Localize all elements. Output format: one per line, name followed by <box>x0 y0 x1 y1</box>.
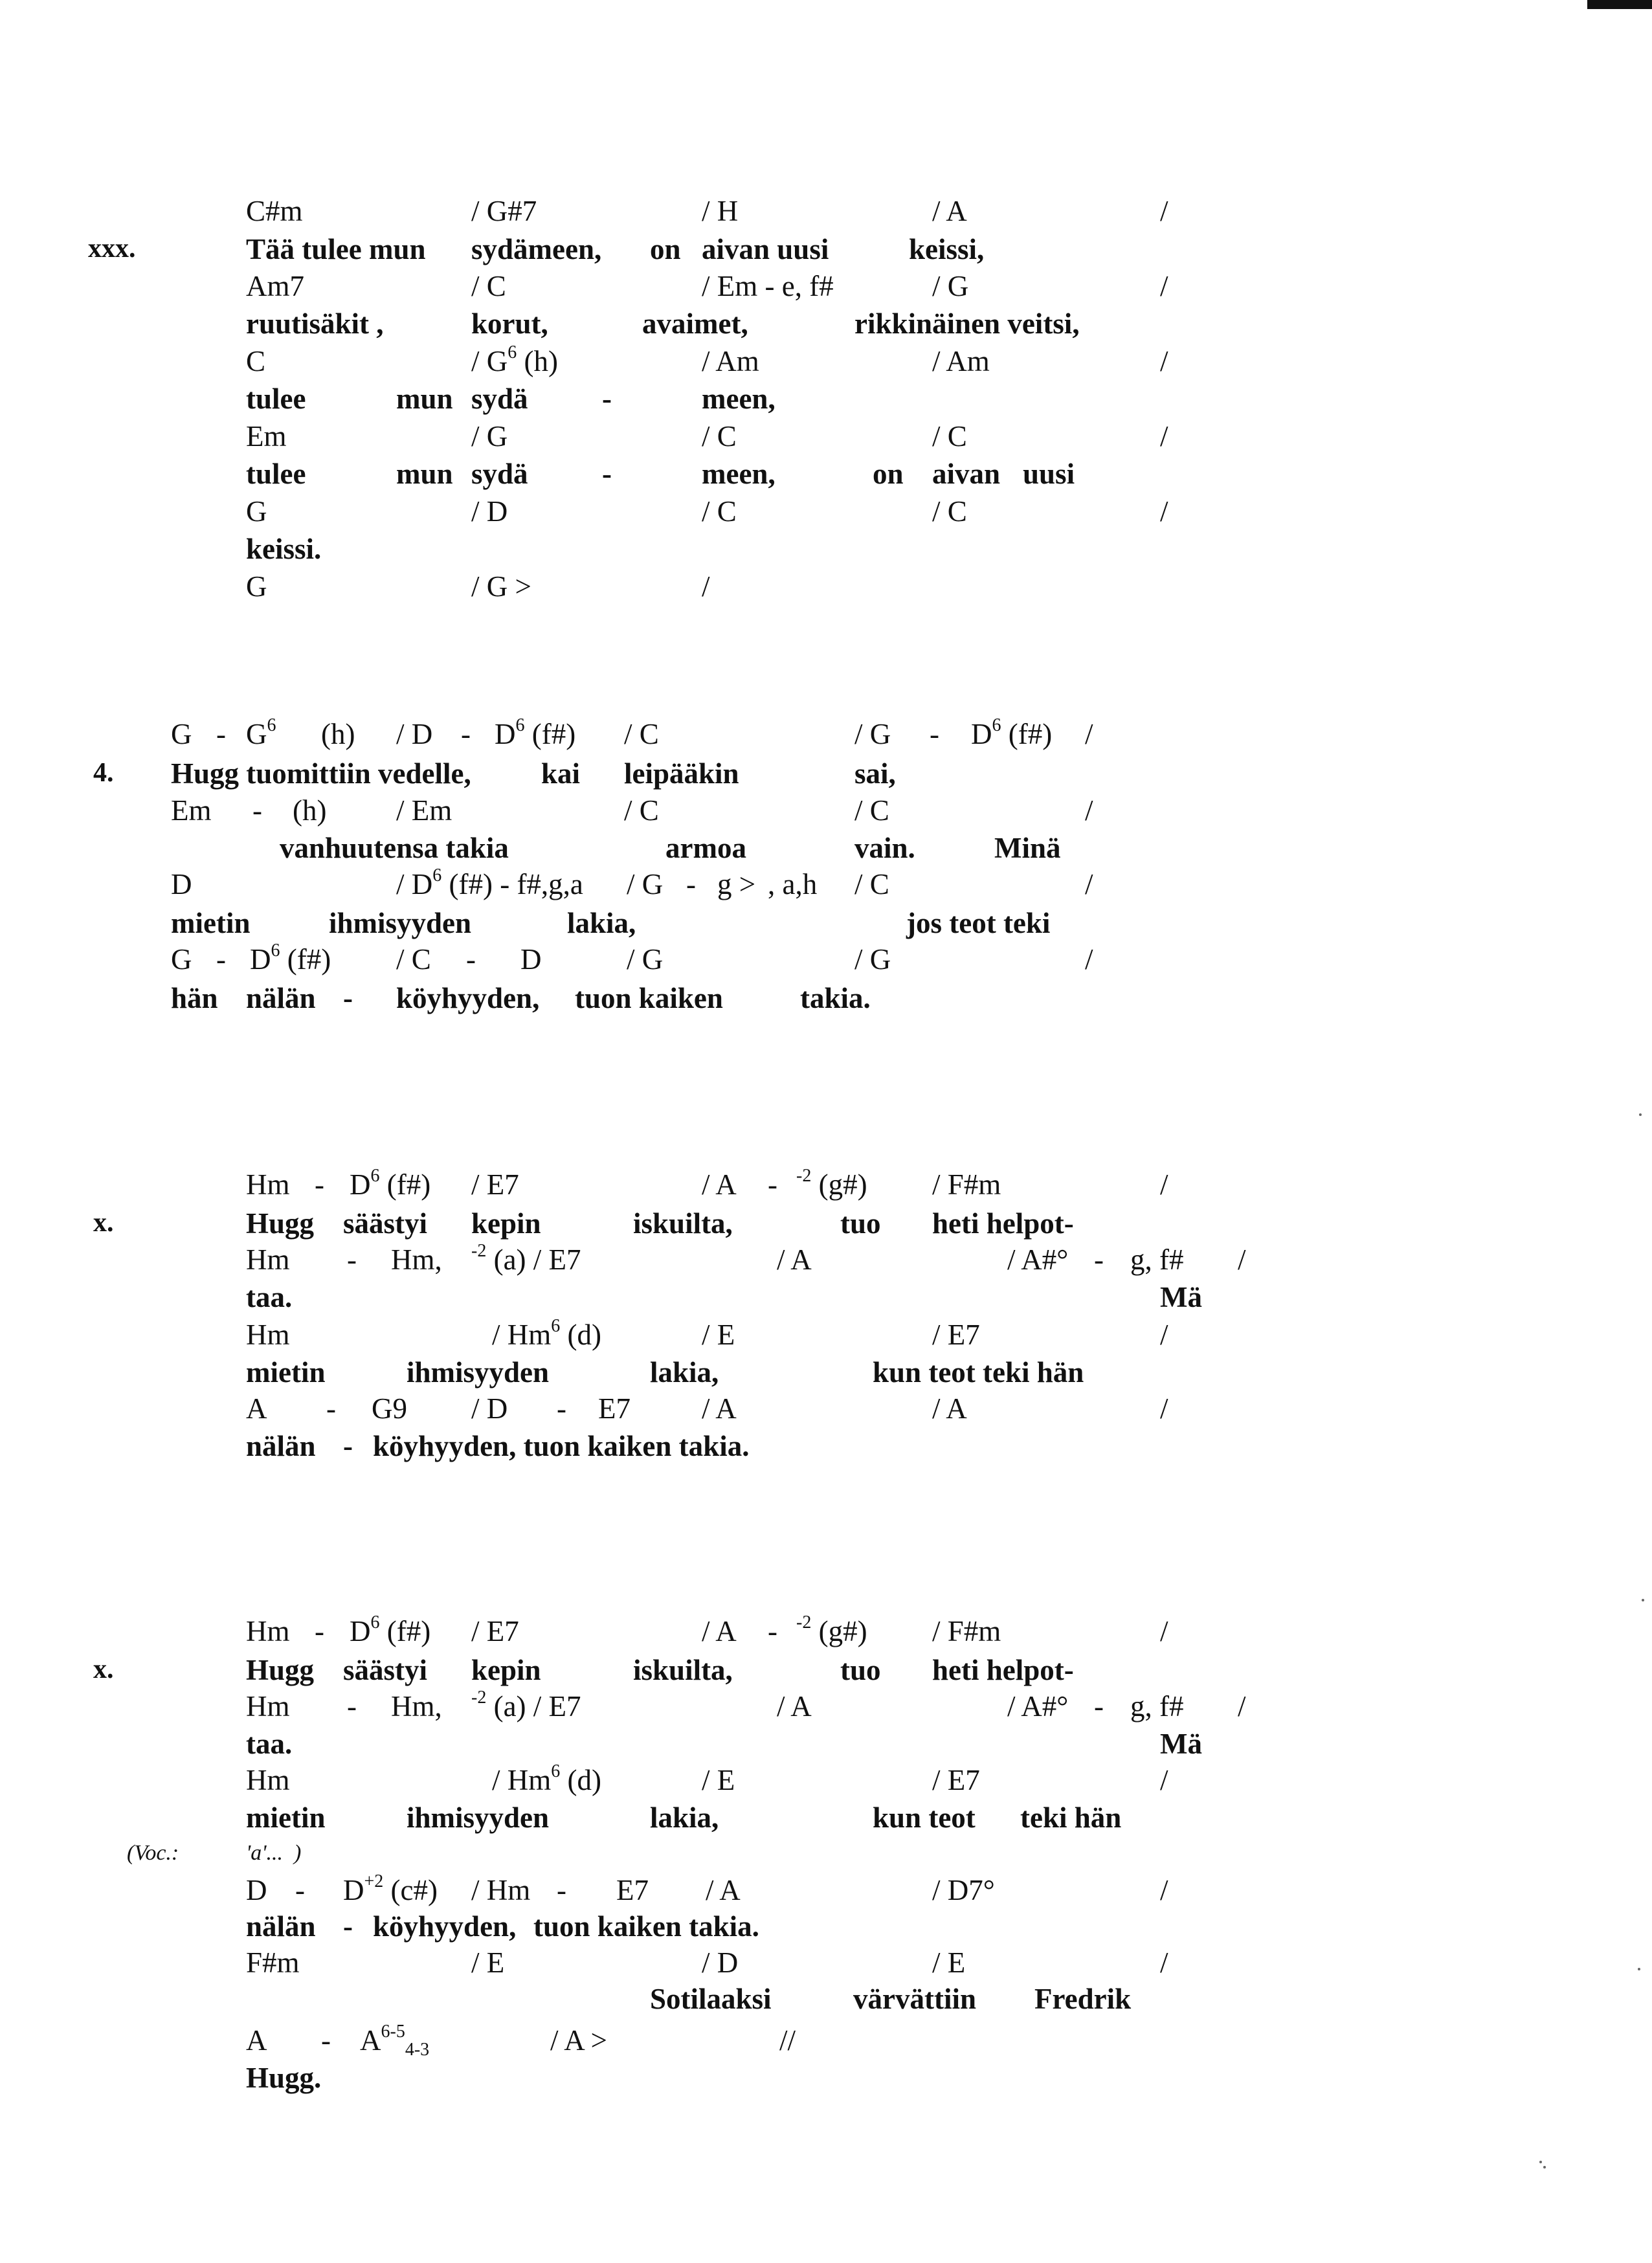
lyric: lakia, <box>650 1356 719 1388</box>
chord-dash: - <box>216 943 226 975</box>
lyric: Hugg <box>246 1207 315 1240</box>
bar-line: / <box>1160 345 1168 377</box>
chord-superscript: 6 <box>370 1166 380 1186</box>
lyric-hyphen: - <box>343 982 353 1014</box>
lyric: iskuilta, <box>633 1207 733 1240</box>
lyric: ihmisyyden <box>407 1356 550 1388</box>
chord: / C <box>932 495 967 528</box>
chord-dash: - <box>466 943 476 975</box>
chord-with-superscript <box>471 1688 581 1722</box>
bar-line: / <box>1160 1764 1168 1796</box>
chord: / C <box>854 868 889 900</box>
lyric: kepin <box>471 1654 541 1686</box>
chord-bass: (h) <box>293 794 327 827</box>
chord-bass: (g#) <box>811 1168 867 1201</box>
bar-line: / <box>1160 195 1168 227</box>
chord: / C <box>854 794 889 827</box>
lyric: iskuilta, <box>633 1654 733 1686</box>
chord-bass: (f#) <box>1001 718 1053 750</box>
lyric: mun <box>396 458 453 490</box>
lyric: tuon kaiken takia. <box>533 1910 759 1943</box>
chord: G9 <box>372 1392 407 1425</box>
lyric: taa. <box>246 1728 293 1760</box>
chord: / C <box>471 270 506 302</box>
lyric: sai, <box>854 757 896 790</box>
lyric-hyphen: - <box>602 383 612 415</box>
lyric: mietin <box>246 1801 326 1834</box>
chord: / A#° <box>1007 1690 1069 1722</box>
lyric: heti helpot- <box>932 1654 1074 1686</box>
lyric: ruutisäkit , <box>246 307 384 340</box>
chord-superscript: 6 <box>271 941 280 961</box>
lyric: rikkinäinen veitsi, <box>854 307 1080 340</box>
chord-with-superscript <box>796 1612 867 1647</box>
chord-dash: - <box>347 1690 357 1722</box>
chord-superscript: 6-5 <box>381 2022 405 2042</box>
chord: D <box>246 1874 267 1906</box>
lyric: köyhyyden, <box>373 1910 517 1943</box>
lyric: aivan uusi <box>702 233 829 265</box>
lyric: meen, <box>702 458 776 490</box>
chord-with-superscript <box>350 1612 431 1647</box>
lyric: tuon kaiken <box>575 982 723 1014</box>
lyric: lakia, <box>650 1801 719 1834</box>
lyric: lakia, <box>567 907 636 939</box>
lyric: Hugg. <box>246 2062 322 2094</box>
chord: / A > <box>550 2024 607 2057</box>
lyric: leipääkin <box>624 757 739 790</box>
lyric: meen, <box>702 383 776 415</box>
chord: A <box>246 1392 267 1425</box>
bar-line: / <box>1160 270 1168 302</box>
chord-dash: - <box>1094 1690 1104 1722</box>
bar-line: / <box>1160 1168 1168 1201</box>
chord: Hm <box>246 1243 290 1276</box>
chord-dash: - <box>315 1168 324 1201</box>
chord: / C <box>932 420 967 452</box>
chord-with-superscript <box>246 715 276 750</box>
chord-with-superscript <box>343 1871 438 1906</box>
chord-bass: (a) / E7 <box>486 1690 581 1722</box>
chord: / G > <box>471 570 531 603</box>
chord-superscript: 6 <box>370 1612 380 1633</box>
chord-with-superscript <box>492 1761 601 1796</box>
lyric-hyphen: - <box>343 1910 353 1943</box>
chord: Em <box>246 420 287 452</box>
lyric: heti helpot- <box>932 1207 1074 1240</box>
chord: G <box>171 943 192 975</box>
chord-superscript: 6 <box>432 865 442 886</box>
double-bar-line: // <box>779 2024 796 2057</box>
chord: G <box>171 718 192 750</box>
chord: / A#° <box>1007 1243 1069 1276</box>
lyric: kun teot <box>873 1801 976 1834</box>
chord: / C <box>702 495 737 528</box>
lyric: tuo <box>840 1654 881 1686</box>
chord: / E <box>702 1764 735 1796</box>
lyric: keissi. <box>246 533 322 565</box>
chord-dash: - <box>1094 1243 1104 1276</box>
lyric: vain. <box>854 832 915 864</box>
chord: / A <box>777 1690 812 1722</box>
chord: G <box>246 570 267 603</box>
chord: / E7 <box>932 1319 980 1351</box>
chord: D <box>343 1874 364 1906</box>
chord-superscript: -2 <box>471 1688 487 1708</box>
chord-bass: (d) <box>560 1764 601 1796</box>
chord-bass: (f#) <box>524 718 576 750</box>
lyric: korut, <box>471 307 548 340</box>
chord: C <box>246 345 266 377</box>
scan-speck <box>1639 1113 1642 1116</box>
scan-speck <box>1543 2166 1546 2168</box>
lyric: säästyi <box>343 1654 428 1686</box>
chord: Hm <box>246 1690 290 1722</box>
chord: g, f# <box>1130 1243 1184 1276</box>
lyric: Fredrik <box>1034 1983 1132 2015</box>
chord: / G <box>854 943 891 975</box>
chord: / D <box>471 1392 508 1425</box>
chord-bass: (f#) <box>280 943 331 975</box>
chord: / E7 <box>471 1615 519 1647</box>
bar-line: / <box>1160 1319 1168 1351</box>
chord: Hm <box>246 1615 290 1647</box>
chord-bass: (h) <box>321 718 355 750</box>
vocal-annotation-label: (Voc.: <box>127 1841 179 1865</box>
chord-bass: (c#) <box>383 1874 438 1906</box>
vocal-annotation-text: 'a'... ) <box>246 1841 302 1865</box>
lyric: on <box>650 233 681 265</box>
chord: Hm <box>246 1168 290 1201</box>
chord: / G <box>627 943 664 975</box>
lyric: keissi, <box>909 233 985 265</box>
chord: / E7 <box>932 1764 980 1796</box>
chord-bass: (g#) <box>811 1615 867 1647</box>
chord: / D <box>702 1946 739 1979</box>
lyric: aivan <box>932 458 1001 490</box>
chord: G <box>246 718 267 750</box>
lyric: Mä <box>1160 1281 1202 1313</box>
chord: D <box>495 718 516 750</box>
lyric: Tää tulee mun <box>246 233 426 265</box>
chord-bass: (f#) <box>379 1615 431 1647</box>
chord: / E <box>702 1319 735 1351</box>
chord: g, f# <box>1130 1690 1184 1722</box>
chord-with-superscript <box>350 1166 431 1201</box>
lyric-hyphen: - <box>602 458 612 490</box>
chord-dash: - <box>326 1392 336 1425</box>
chord-dash: - <box>321 2024 331 2057</box>
chord: / A <box>702 1615 737 1647</box>
chord: D <box>350 1168 371 1201</box>
lyric: kai <box>541 757 581 790</box>
chord-superscript: -2 <box>796 1612 812 1633</box>
chord: / G <box>854 718 891 750</box>
chord-dash: - <box>461 718 471 750</box>
chord: / G#7 <box>471 195 537 227</box>
scan-speck <box>1638 1968 1640 1970</box>
chord-bass: (f#) - f#,g,a <box>441 868 583 900</box>
lyric: nälän <box>246 1910 316 1943</box>
lyric: avaimet, <box>642 307 748 340</box>
chord: / Hm <box>492 1319 552 1351</box>
chord: / D <box>396 868 433 900</box>
scan-speck <box>1642 1599 1644 1601</box>
lyric: mun <box>396 383 453 415</box>
chord-bass: (a) / E7 <box>486 1243 581 1276</box>
lyric: tulee <box>246 383 306 415</box>
section-label: x. <box>93 1208 114 1238</box>
bar-line: / <box>1085 868 1093 900</box>
chord-dash: - <box>557 1392 566 1425</box>
lyric: ihmisyyden <box>329 907 472 939</box>
chord: D <box>520 943 542 975</box>
chord-bass: (h) <box>517 345 558 377</box>
chord-superscript: 6 <box>267 715 276 735</box>
chord: Em <box>171 794 212 827</box>
chord: / A <box>932 195 967 227</box>
chord-with-superscript <box>495 715 576 750</box>
lyric: mietin <box>171 907 251 939</box>
chord-dash: - <box>686 868 696 900</box>
chord-dash: - <box>216 718 226 750</box>
chord: Hm <box>246 1764 290 1796</box>
chord: / A <box>932 1392 967 1425</box>
chord: / G <box>932 270 969 302</box>
chord-with-superscript <box>396 865 583 900</box>
chord: E7 <box>598 1392 631 1425</box>
chord: / Hm <box>492 1764 552 1796</box>
chord: / C <box>702 420 737 452</box>
lyric: nälän <box>246 1430 316 1462</box>
chord: / F#m <box>932 1168 1001 1201</box>
chord: C#m <box>246 195 303 227</box>
lyric: Hugg <box>246 1654 315 1686</box>
section-label: x. <box>93 1655 114 1684</box>
chord: / D <box>471 495 508 528</box>
lyric: Hugg tuomittiin vedelle, <box>171 757 471 790</box>
chord: G <box>246 495 267 528</box>
bar-line: / <box>1238 1243 1246 1276</box>
chord: / H <box>702 195 739 227</box>
lyric: Minä <box>994 832 1061 864</box>
chord-dash: - <box>252 794 262 827</box>
lyric: takia. <box>800 982 871 1014</box>
lyric-hyphen: - <box>343 1430 353 1462</box>
chord-superscript: -2 <box>796 1166 812 1186</box>
chord: E7 <box>616 1874 649 1906</box>
chord: A <box>360 2024 381 2057</box>
chord: / A <box>702 1168 737 1201</box>
bar-line: / <box>1160 1392 1168 1425</box>
chord: / C <box>624 794 659 827</box>
chord: / D <box>396 718 433 750</box>
lyric: on <box>873 458 904 490</box>
chord: / E <box>471 1946 505 1979</box>
chord: / D7° <box>932 1874 995 1906</box>
scan-speck <box>1539 2161 1542 2163</box>
chord-with-superscript <box>471 1241 581 1276</box>
chord: / G <box>471 420 508 452</box>
chord: Am7 <box>246 270 304 302</box>
lyric: ihmisyyden <box>407 1801 550 1834</box>
bar-line: / <box>1160 495 1168 528</box>
chord-subscript: 4-3 <box>405 2040 430 2060</box>
chord: Hm <box>246 1319 290 1351</box>
chord-dash: - <box>557 1874 566 1906</box>
chord-with-superscript <box>471 342 558 377</box>
chord: / Em - e, f# <box>702 270 834 302</box>
lyric: värvättiin <box>853 1983 976 2015</box>
chord-with-superscript <box>971 715 1053 750</box>
lyric: armoa <box>665 832 746 864</box>
chord: D <box>350 1615 371 1647</box>
chord: / Em <box>396 794 452 827</box>
bar-line: / <box>1160 1946 1168 1979</box>
chord: / Am <box>932 345 990 377</box>
chord-with-superscript <box>360 2022 430 2060</box>
lyric: jos teot teki <box>906 907 1051 939</box>
bar-line: / <box>702 570 710 603</box>
chord-superscript: 6 <box>551 1761 561 1781</box>
chord: / G <box>627 868 664 900</box>
bar-line: / <box>1238 1690 1246 1722</box>
lyric: vanhuutensa takia <box>280 832 509 864</box>
chord: / F#m <box>932 1615 1001 1647</box>
chord: g > <box>717 868 756 900</box>
chord-superscript: 6 <box>992 715 1001 735</box>
lyric: tuo <box>840 1207 881 1240</box>
chord-superscript: -2 <box>471 1241 487 1261</box>
chord: / G <box>471 345 508 377</box>
lyric: uusi <box>1023 458 1075 490</box>
chord: / A <box>777 1243 812 1276</box>
chord-dash: - <box>768 1615 777 1647</box>
lyric: säästyi <box>343 1207 428 1240</box>
chord: / C <box>624 718 659 750</box>
bar-line: / <box>1085 718 1093 750</box>
chord-bass: (f#) <box>379 1168 431 1201</box>
lyric: köyhyyden, <box>396 982 540 1014</box>
lyric: sydä <box>471 458 528 490</box>
chord: D <box>971 718 992 750</box>
chord: / A <box>702 1392 737 1425</box>
bar-line: / <box>1160 420 1168 452</box>
chord: , a,h <box>768 868 818 900</box>
bar-line: / <box>1085 794 1093 827</box>
chord: / E <box>932 1946 966 1979</box>
chord: A <box>246 2024 267 2057</box>
chord-with-superscript <box>796 1166 867 1201</box>
corner-scan-mark <box>1587 0 1652 9</box>
chord-superscript: 6 <box>551 1316 561 1336</box>
lyric: Mä <box>1160 1728 1202 1760</box>
lyric: nälän <box>246 982 316 1014</box>
chord-with-superscript <box>250 941 331 975</box>
chord-dash: - <box>315 1615 324 1647</box>
lyric: sydä <box>471 383 528 415</box>
chord: F#m <box>246 1946 300 1979</box>
lyric: kun teot teki hän <box>873 1356 1084 1388</box>
chord: Hm, <box>391 1690 442 1722</box>
bar-line: / <box>1160 1874 1168 1906</box>
chord-dash: - <box>768 1168 777 1201</box>
chord-superscript: +2 <box>364 1871 384 1891</box>
chord-with-superscript <box>492 1316 601 1351</box>
lyric: Sotilaaksi <box>650 1983 772 2015</box>
chord-superscript: 6 <box>515 715 525 735</box>
bar-line: / <box>1085 943 1093 975</box>
chord-dash: - <box>930 718 939 750</box>
lyric: mietin <box>246 1356 326 1388</box>
section-label: xxx. <box>88 234 136 263</box>
chord: Hm, <box>391 1243 442 1276</box>
bar-line: / <box>1160 1615 1168 1647</box>
lyric: köyhyyden, tuon kaiken takia. <box>373 1430 750 1462</box>
chord: / E7 <box>471 1168 519 1201</box>
chord-bass: (d) <box>560 1319 601 1351</box>
lyric: hän <box>171 982 218 1014</box>
chord: / Hm <box>471 1874 531 1906</box>
section-label: 4. <box>93 758 114 788</box>
lyric: teki hän <box>1020 1801 1122 1834</box>
chord: / A <box>706 1874 741 1906</box>
lyric: sydämeen, <box>471 233 602 265</box>
chord: D <box>171 868 192 900</box>
chord: / Am <box>702 345 759 377</box>
chord: D <box>250 943 271 975</box>
chord: / C <box>396 943 431 975</box>
lyric: taa. <box>246 1281 293 1313</box>
lyric: tulee <box>246 458 306 490</box>
chord-dash: - <box>295 1874 305 1906</box>
chord-superscript: 6 <box>508 342 517 362</box>
chord-dash: - <box>347 1243 357 1276</box>
lyric: kepin <box>471 1207 541 1240</box>
